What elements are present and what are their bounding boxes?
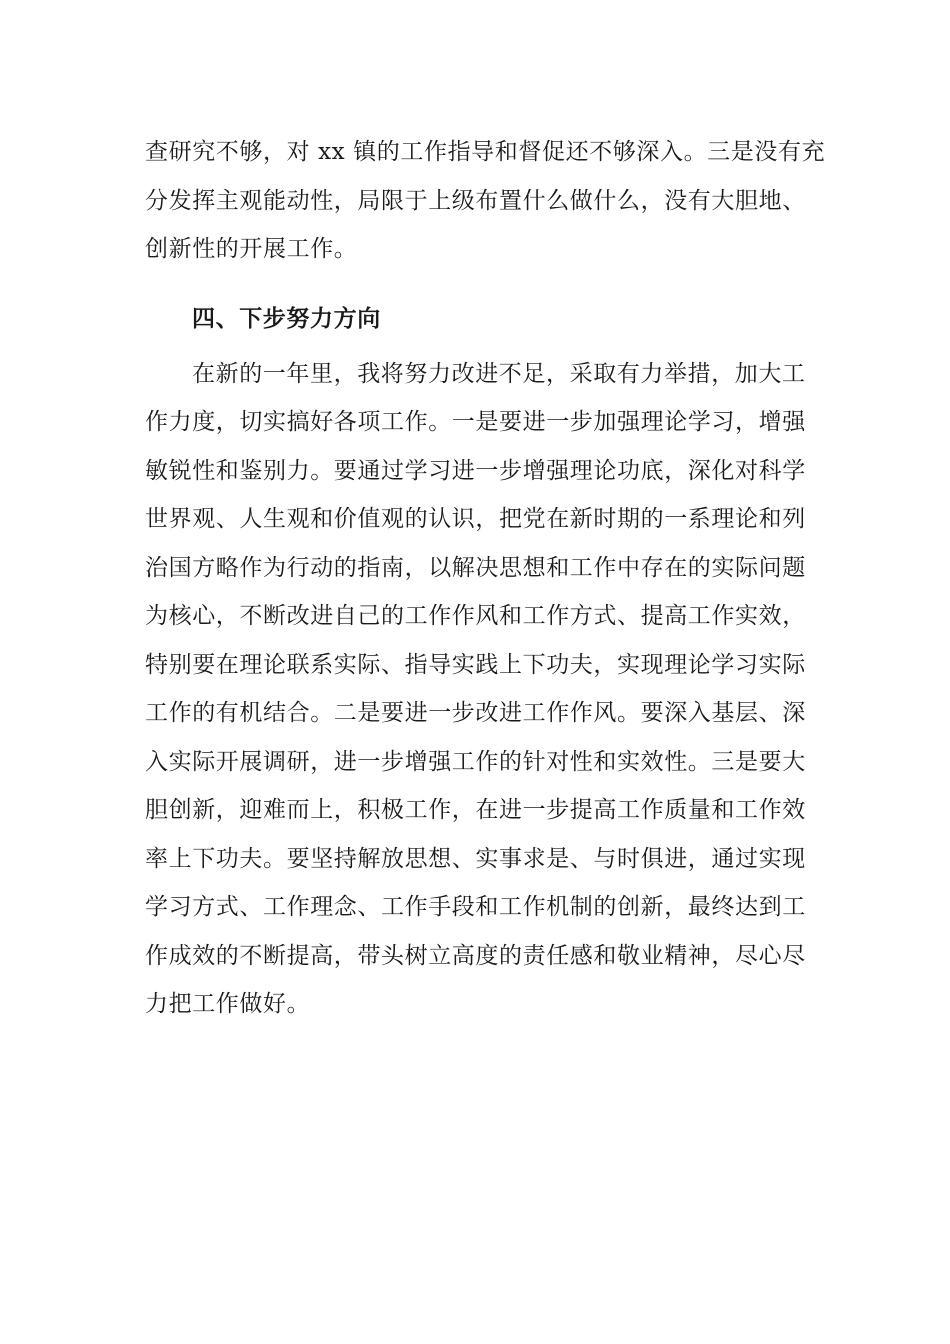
text-line: 敏锐性和鉴别力。要通过学习进一步增强理论功底，深化对科学	[145, 457, 806, 484]
document-body	[145, 128, 826, 1029]
text-line: 分发挥主观能动性，局限于上级布置什么做什么，没有大胆地、	[145, 187, 806, 214]
paragraph-next-steps	[145, 350, 805, 1029]
text-line: 作力度，切实搞好各项工作。一是要进一步加强理论学习，增强	[145, 409, 806, 435]
text-line: 世界观、人生观和价值观的认识，把党在新时期的一系理论和列	[145, 506, 806, 532]
text-line: 工作的有机结合。二是要进一步改进工作作风。要深入基层、深	[145, 700, 806, 726]
text-line: 查研究不够，对 xx 镇的工作指导和督促还不够深入。三是没有充	[145, 139, 826, 165]
text-line: 学习方式、工作理念、工作手段和工作机制的创新，最终达到工	[145, 894, 806, 920]
text-line: 力把工作做好。	[145, 991, 311, 1017]
paragraph-problems-continued	[145, 128, 826, 274]
text-line: 率上下功夫。要坚持解放思想、实事求是、与时俱进，通过实现	[145, 845, 806, 872]
text-line: 治国方略作为行动的指南，以解决思想和工作中存在的实际问题	[145, 554, 806, 581]
text-line: 胆创新，迎难而上，积极工作，在进一步提高工作质量和工作效	[145, 797, 806, 823]
text-line: 创新性的开展工作。	[145, 236, 358, 262]
text-line: 在新的一年里，我将努力改进不足，采取有力举措，加大工	[192, 360, 806, 387]
text-line: 特别要在理论联系实际、指导实践上下功夫，实现理论学习实际	[145, 651, 806, 678]
text-line: 为核心，不断改进自己的工作作风和工作方式、提高工作实效，	[145, 603, 806, 629]
section-heading: 四、下步努力方向	[192, 304, 381, 332]
text-line: 作成效的不断提高，带头树立高度的责任感和敬业精神，尽心尽	[145, 942, 806, 969]
text-line: 入实际开展调研，进一步增强工作的针对性和实效性。三是要大	[145, 748, 806, 775]
